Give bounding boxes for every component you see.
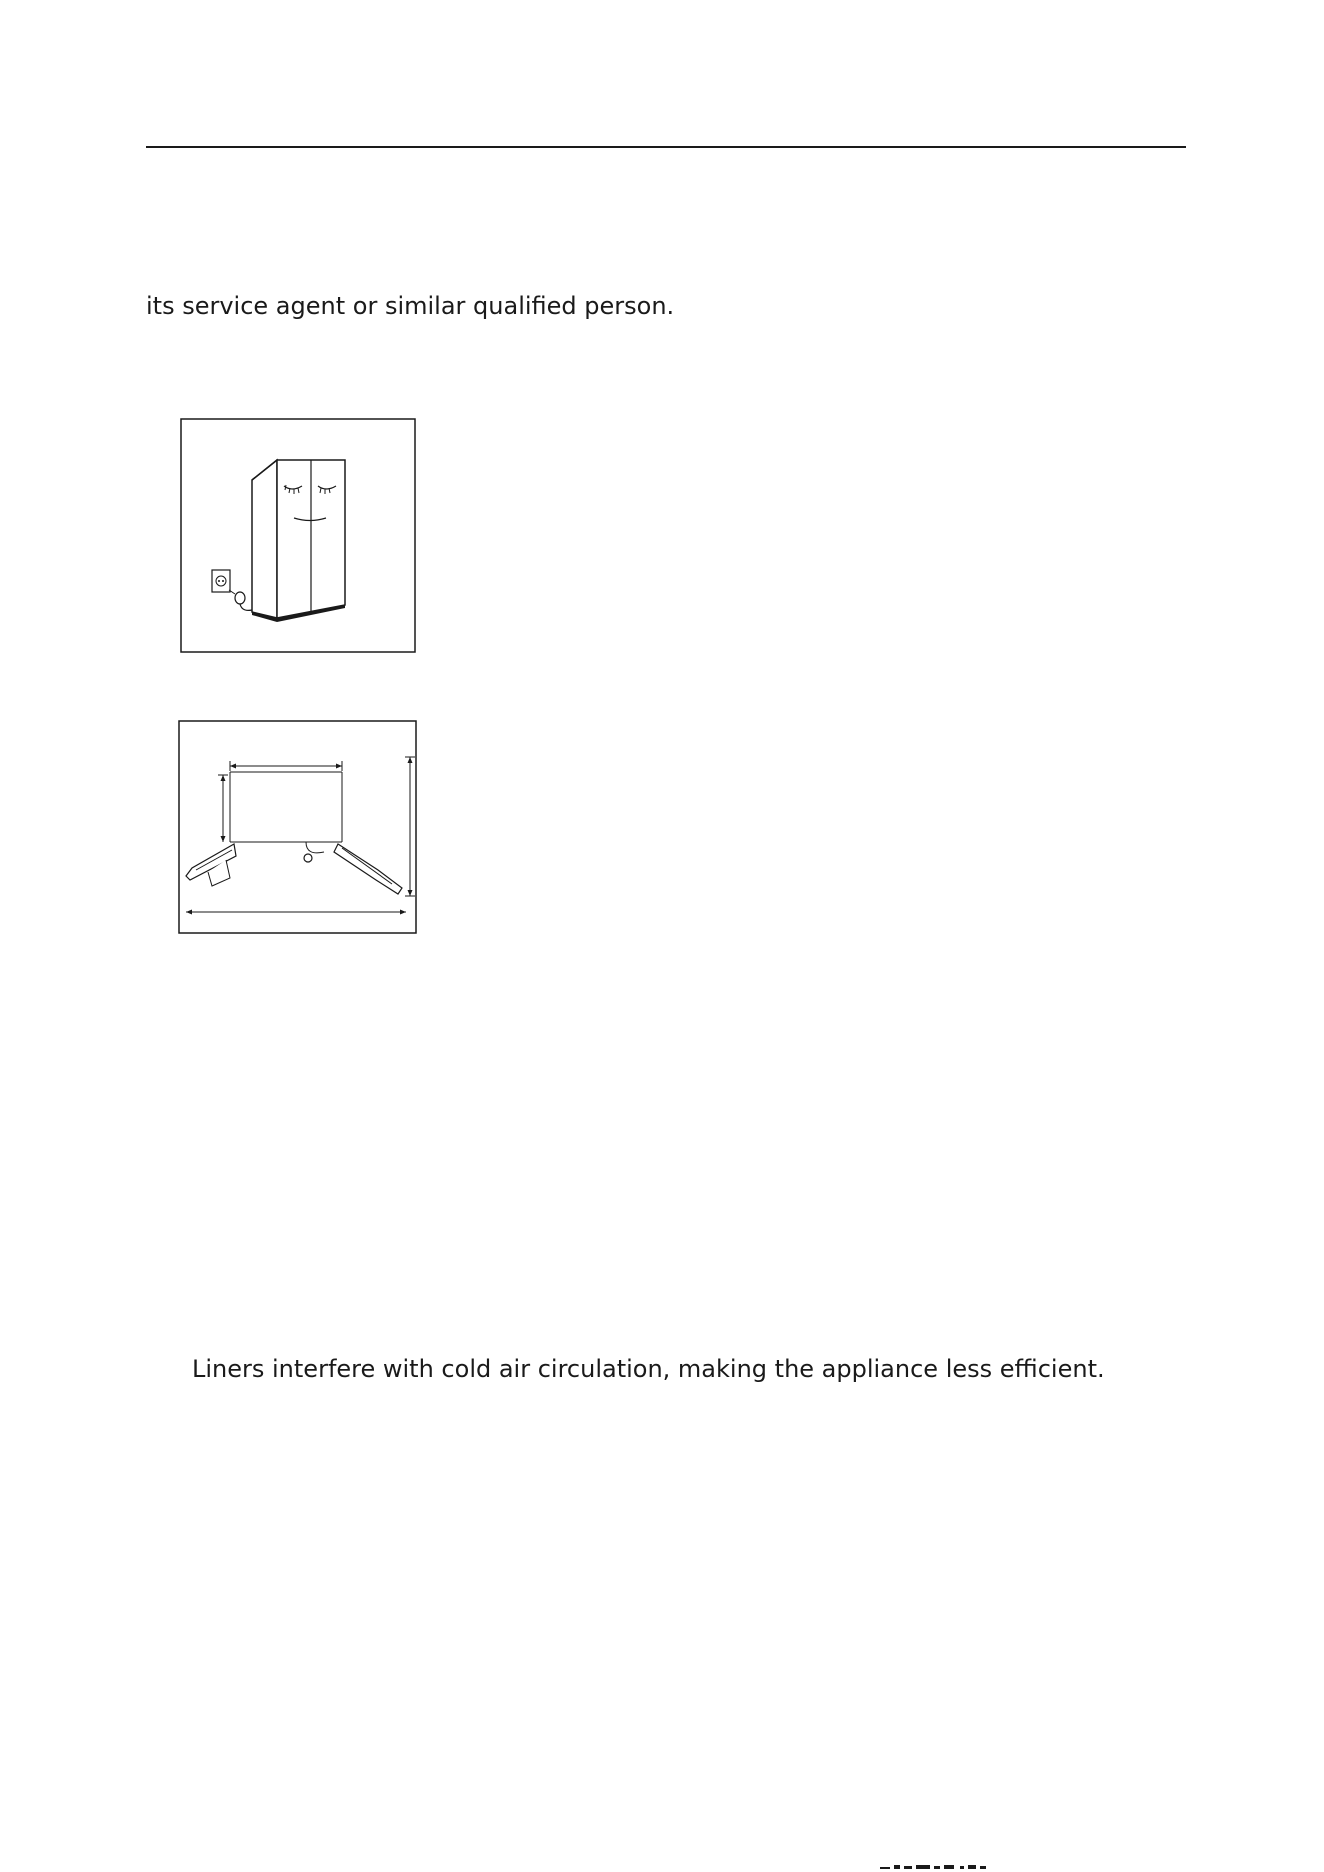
refrigerator-plugged-into-wall-outlet-icon <box>180 418 416 653</box>
refrigerator-top-view-door-clearance-icon <box>178 720 417 934</box>
text-service-agent: its service agent or similar qualified person. <box>146 292 675 320</box>
text-liners-note: Liners interfere with cold air circulation, making the appliance less efficient. <box>192 1355 1105 1383</box>
header-rule <box>146 146 1186 148</box>
figure-fridge-plug <box>180 418 416 653</box>
figure-door-clearance <box>178 720 417 934</box>
bottom-edge-marks <box>880 1863 1010 1872</box>
